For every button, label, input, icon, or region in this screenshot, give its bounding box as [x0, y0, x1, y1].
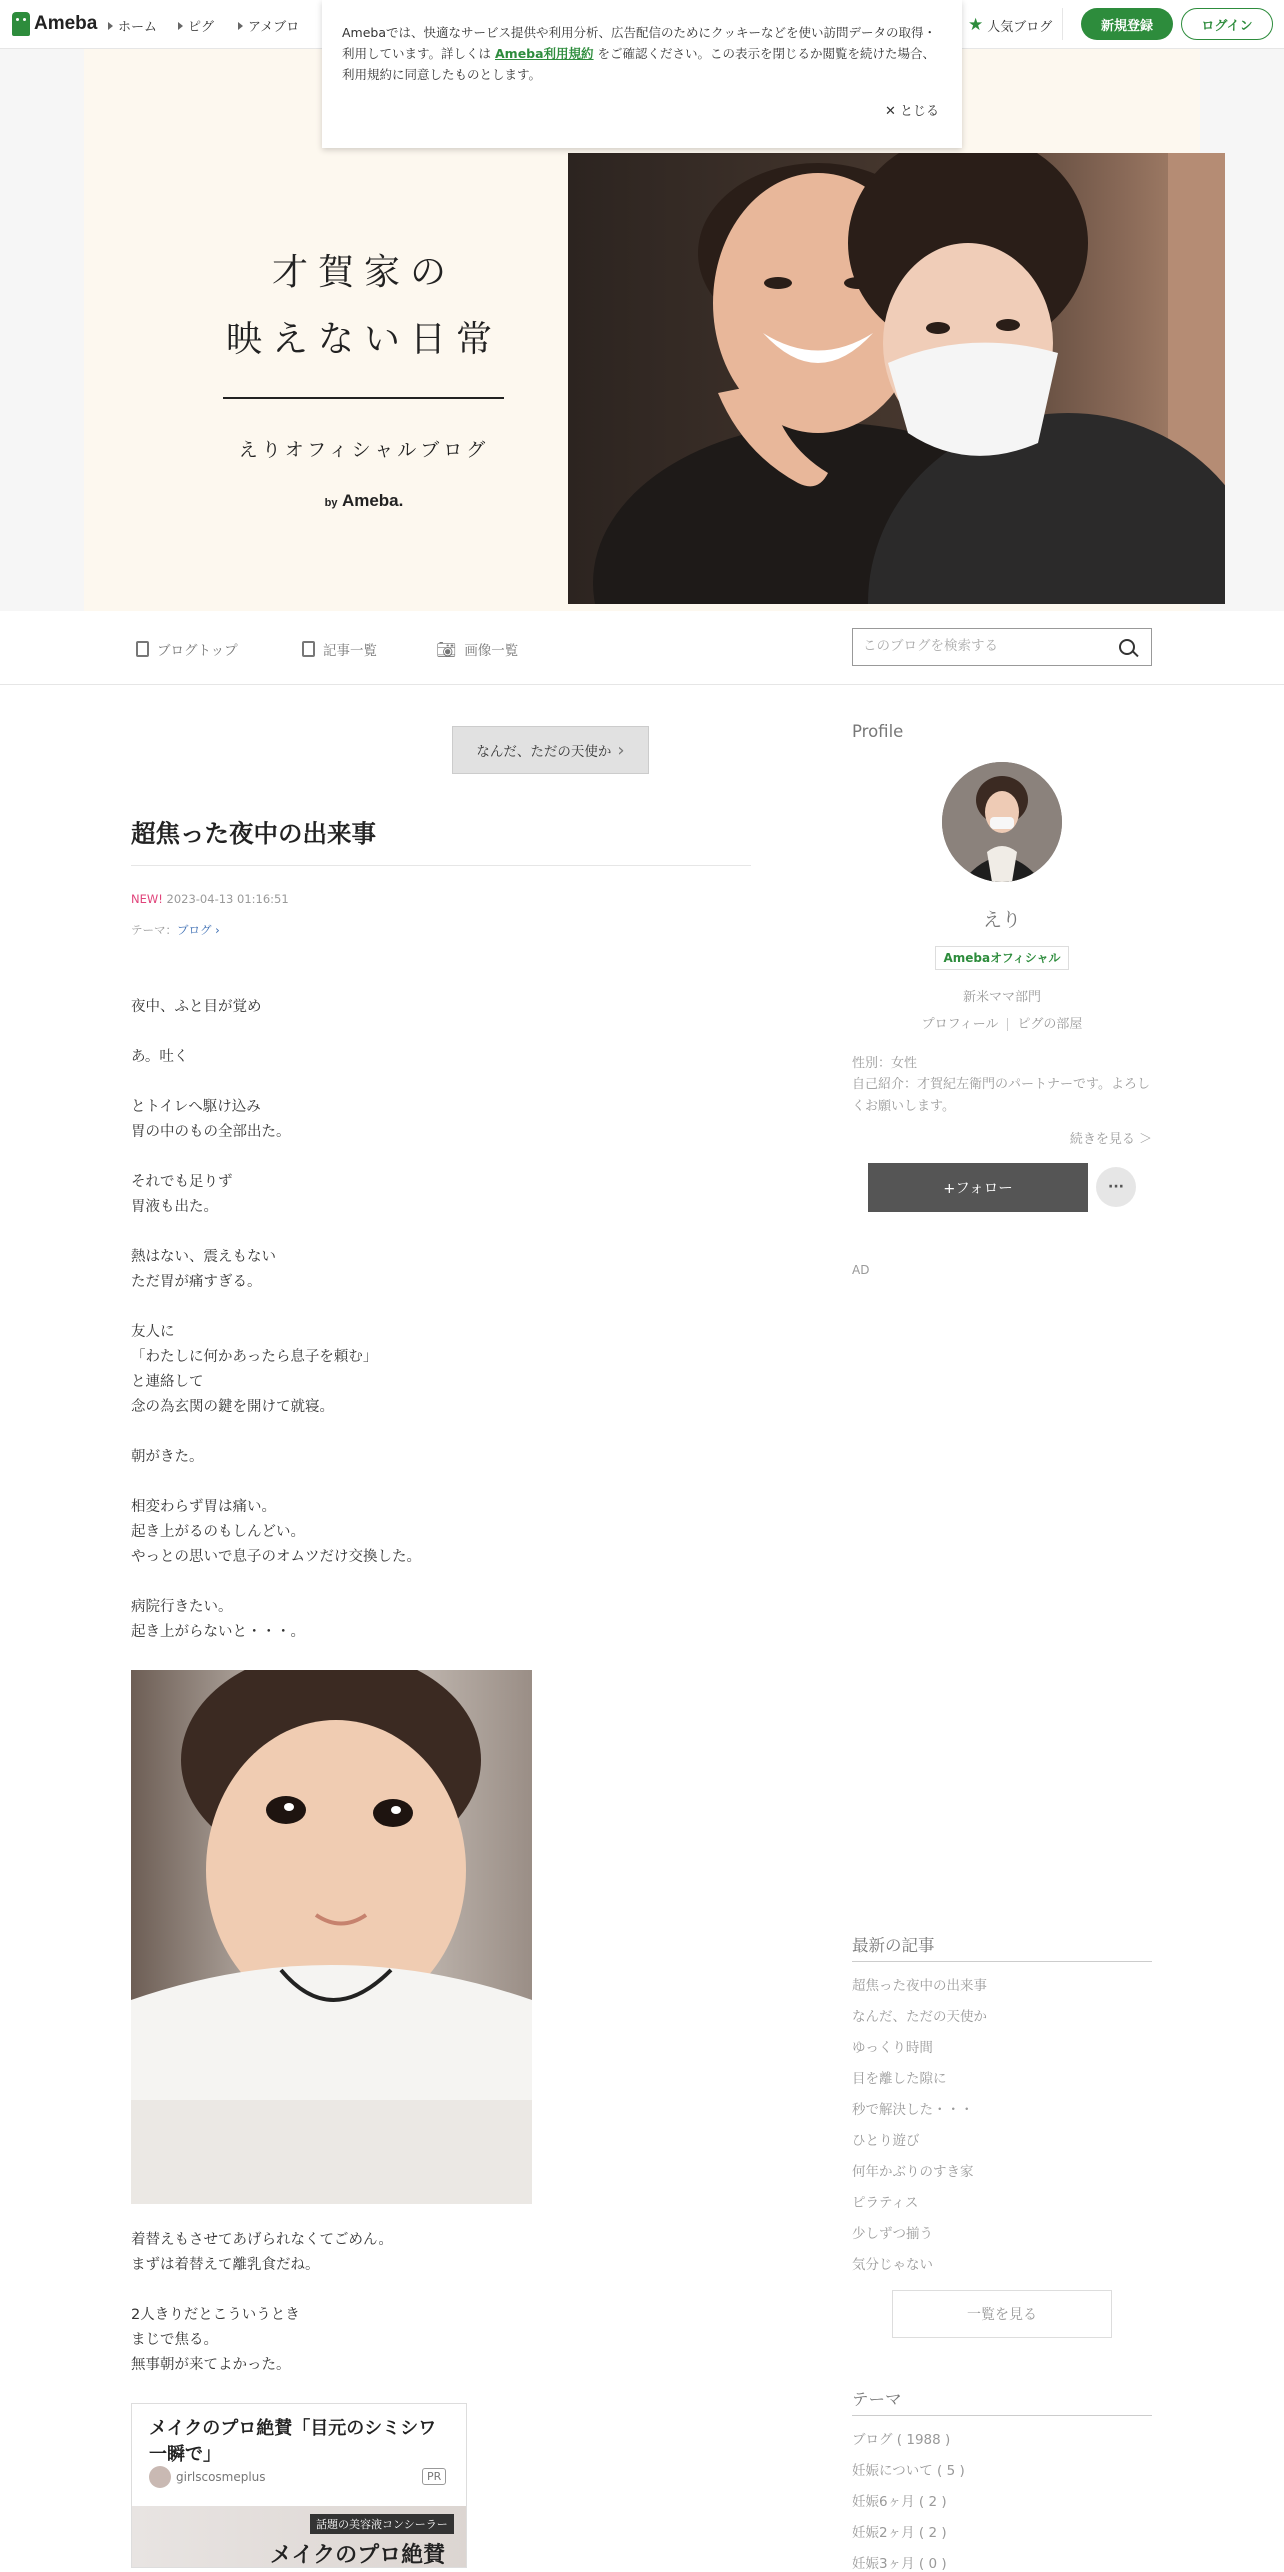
entry-title[interactable]: 超焦った夜中の出来事 — [131, 819, 376, 848]
ad-image-tag: 話題の美容液コンシーラー — [310, 2514, 454, 2534]
entry-paragraph: 着替えもさせてあげられなくてごめん。 まずは着替えて離乳食だね。 — [131, 2232, 393, 2273]
theme-link[interactable]: 妊娠3ヶ月 ( 0 ) — [852, 2556, 947, 2572]
banner-subtitle: えりオフィシャルブログ — [238, 439, 490, 461]
profile-rank[interactable]: 新米ママ部門 — [962, 990, 1041, 1005]
chevron-right-icon: › — [617, 739, 625, 761]
ad-source: girlscosmeplus — [149, 2466, 266, 2488]
document-icon — [136, 641, 149, 657]
recent-entry-link[interactable]: ゆっくり時間 — [852, 2040, 933, 2056]
theme-divider — [852, 2415, 1152, 2416]
theme-heading: テーマ — [852, 2390, 902, 2409]
star-icon: ★ — [968, 15, 984, 35]
recent-heading: 最新の記事 — [852, 1936, 935, 1955]
theme-link[interactable]: 妊娠2ヶ月 ( 2 ) — [852, 2525, 947, 2541]
entry-paragraph: 2人きりだとこういうとき まじで焦る。 無事朝が来てよかった。 — [131, 2307, 300, 2373]
follow-button[interactable]: +フォロー — [868, 1163, 1088, 1212]
entry-paragraph: 熱はない、震えもない ただ胃が痛すぎる。 — [131, 1249, 276, 1290]
ad-title: メイクのプロ絶賛「目元のシミシワ一瞬で」 — [149, 2418, 437, 2465]
theme-link[interactable]: 妊娠6ヶ月 ( 2 ) — [852, 2494, 947, 2510]
baby-photo[interactable] — [131, 1670, 532, 2204]
view-all-button[interactable]: 一覧を見る — [892, 2290, 1112, 2338]
ad-source-avatar — [149, 2466, 171, 2488]
blog-search-input[interactable] — [863, 638, 1103, 654]
profile-links — [852, 1013, 1152, 1032]
banner-rule — [223, 397, 504, 399]
more-options-button[interactable]: ··· — [1096, 1167, 1136, 1207]
profile-link[interactable]: プロフィール — [921, 1017, 999, 1032]
title-divider — [131, 865, 751, 866]
blog-top-link[interactable]: ブログトップ — [136, 639, 238, 659]
theme-link[interactable]: 妊娠について ( 5 ) — [852, 2463, 965, 2479]
close-icon: ✕ — [885, 104, 901, 119]
profile-name[interactable]: えり — [982, 909, 1021, 931]
profile-heading: Profile — [852, 722, 904, 741]
login-button[interactable]: ログイン — [1181, 8, 1273, 40]
new-badge: NEW! — [131, 892, 163, 906]
entry-paragraph: 相変わらず胃は痛い。 起き上がるのもしんどい。 やっとの思いで息子のオムツだけ交換した。 — [131, 1499, 421, 1565]
recent-divider — [852, 1961, 1152, 1962]
entry-theme: テーマ：ブログ › — [131, 923, 220, 937]
entry-paragraph: とトイレへ駆け込み 胃の中のもの全部出た。 — [131, 1099, 291, 1140]
pigg-room-link[interactable]: ピグの部屋 — [1017, 1017, 1083, 1032]
recent-entry-link[interactable]: 何年かぶりのすき家 — [852, 2164, 974, 2180]
profile-sex: 性別：女性 — [852, 1056, 918, 1071]
camera-icon: 📷︎ — [436, 639, 457, 659]
recent-entry-link[interactable]: 秒で解決した・・・ — [852, 2102, 974, 2118]
entry-datetime: 2023-04-13 01:16:51 — [166, 892, 289, 906]
ameba-logo[interactable]: Ameba — [12, 10, 97, 38]
entry-paragraph: あ。吐く — [131, 1049, 189, 1065]
chevron-right-icon — [108, 22, 113, 30]
banner-title-line2: 映えない日常 — [225, 319, 502, 360]
entry-paragraph: 友人に 「わたしに何かあったら息子を頼む」 と連絡して 念の為玄関の鍵を開けて就寝。 — [131, 1324, 378, 1415]
profile-avatar[interactable] — [942, 762, 1062, 882]
blog-nav — [0, 611, 1284, 685]
entry-meta — [131, 892, 289, 906]
banner-title-line1: 才賀家の — [271, 252, 456, 293]
entry-paragraph: 病院行きたい。 起き上がらないと・・・。 — [131, 1599, 305, 1640]
theme-link[interactable]: ブログ ( 1988 ) — [852, 2432, 951, 2448]
cookie-notice-text: Amebaでは、快適なサービス提供や利用分析、広告配信のためにクッキーなどを使い訪問データの取得・利用しています。詳しくは Ameba利用規約 をご確認ください。この表示を閉じるか閲覧を続けた場合、利用規約に同意したものとします。 — [342, 25, 937, 82]
image-list-link[interactable]: 📷︎ 画像一覧 — [436, 639, 519, 659]
recent-entry-link[interactable]: なんだ、ただの天使か — [852, 2009, 987, 2025]
entry-paragraph: それでも足りず 胃液も出た。 — [131, 1174, 233, 1215]
chevron-right-icon — [178, 22, 183, 30]
blog-search-box — [852, 628, 1152, 666]
header-divider — [1062, 8, 1063, 40]
entry-paragraph: 朝がきた。 — [131, 1449, 204, 1465]
nav-ameblo-link[interactable]: アメブロ — [238, 16, 299, 35]
chevron-right-icon — [238, 22, 243, 30]
profile-intro: 自己紹介：才賀紀左衛門のパートナーです。よろしくお願いします。 — [852, 1077, 1150, 1114]
chevron-right-icon: › — [211, 923, 220, 937]
search-icon[interactable] — [1119, 639, 1135, 655]
ad-card[interactable] — [131, 2403, 467, 2568]
cookie-notice — [322, 0, 962, 148]
entry-list-link[interactable]: 記事一覧 — [302, 639, 377, 659]
recent-entry-link[interactable]: 気分じゃない — [852, 2257, 933, 2273]
banner-brand: by Ameba. — [324, 491, 404, 510]
recent-entry-link[interactable]: 少しずつ揃う — [852, 2226, 933, 2242]
entry-paragraph: 夜中、ふと目が覚め — [131, 999, 262, 1015]
nav-home-link[interactable]: ホーム — [108, 16, 157, 35]
nav-pigg-link[interactable]: ピグ — [178, 16, 214, 35]
official-badge: Amebaオフィシャル — [935, 946, 1069, 970]
recent-entry-link[interactable]: 目を離した隙に — [852, 2071, 947, 2087]
cookie-close-button[interactable]: ✕ とじる — [885, 104, 940, 119]
ad-image — [132, 2506, 467, 2568]
ameba-logo-icon — [12, 12, 30, 36]
previous-entry-button[interactable]: なんだ、ただの天使か › — [452, 726, 649, 774]
signup-button[interactable]: 新規登録 — [1081, 8, 1173, 40]
terms-link[interactable]: Ameba利用規約 — [495, 46, 594, 61]
copy-icon — [302, 641, 315, 657]
recent-entry-link[interactable]: ピラティス — [852, 2195, 919, 2211]
pr-badge: PR — [422, 2468, 446, 2485]
ad-image-headline: メイクのプロ絶賛 — [270, 2542, 446, 2568]
popular-blog-link[interactable]: ★ 人気ブログ — [968, 15, 1053, 35]
banner-couple-photo — [568, 153, 1225, 604]
ad-label: AD — [852, 1263, 870, 1277]
profile-more-link[interactable]: 続きを見る ＞ — [1069, 1132, 1152, 1147]
theme-link[interactable]: ブログ — [177, 923, 212, 937]
recent-entry-link[interactable]: 超焦った夜中の出来事 — [852, 1978, 987, 1994]
recent-entry-link[interactable]: ひとり遊び — [852, 2133, 920, 2149]
